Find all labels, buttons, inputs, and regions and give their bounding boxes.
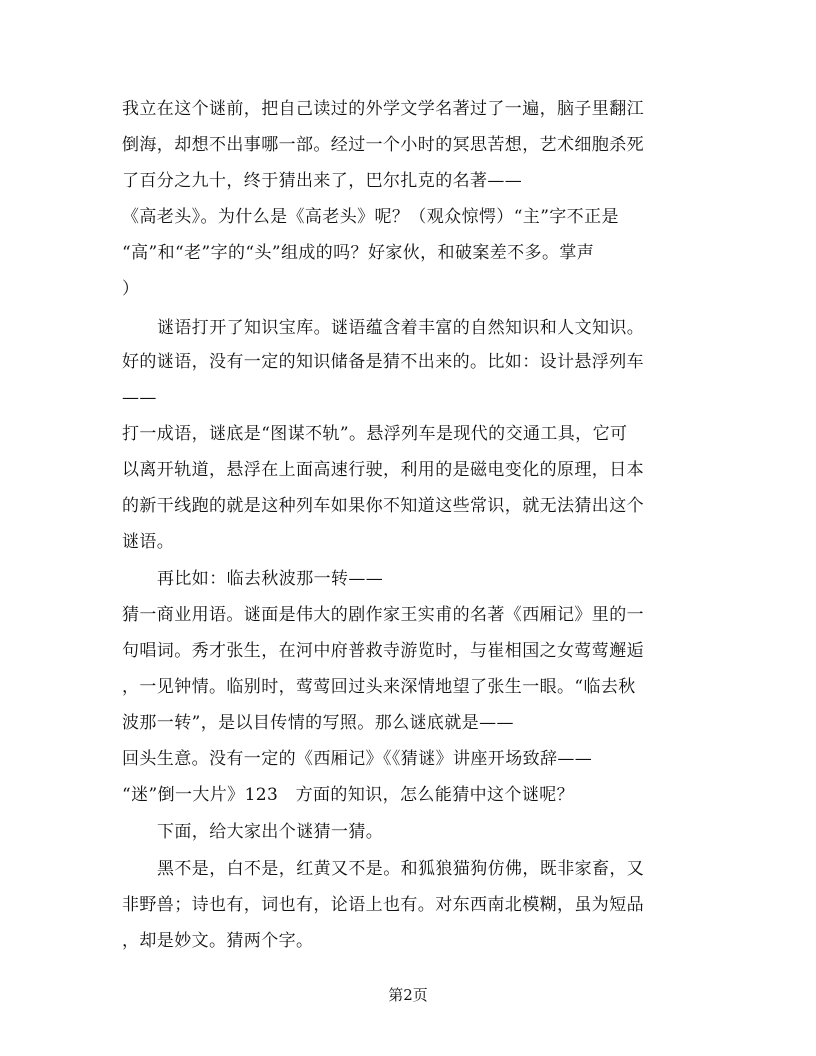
text-line: 倒海，却想不出事哪一部。经过一个小时的冥思苦想，艺术细胞杀死 xyxy=(122,135,644,155)
text-line: 波那一转”，是以目传情的写照。那么谜底就是—— xyxy=(122,713,514,733)
text-line: 的新干线跑的就是这种列车如果你不知道这些常识，就无法猜出这个 xyxy=(122,496,644,516)
text-line: ，却是妙文。猜两个字。 xyxy=(122,931,314,951)
text-line: 以离开轨道，悬浮在上面高速行驶，利用的是磁电变化的原理，日本 xyxy=(122,460,644,480)
text-line: 我立在这个谜前，把自己读过的外学文学名著过了一遍，脑子里翻江 xyxy=(122,99,644,119)
text-line: 非野兽；诗也有，词也有，论语上也有。对东西南北模糊，虽为短品 xyxy=(122,895,644,915)
page-number: 第2页 xyxy=(388,986,428,1004)
text-line: ） xyxy=(122,279,140,299)
text-line: “迷”倒一大片》123 方面的知识，怎么能猜中这个谜呢？ xyxy=(122,785,575,805)
text-line: 打一成语，谜底是“图谋不轨”。悬浮列车是现代的交通工具，它可 xyxy=(122,424,628,444)
text-line: ，一见钟情。临别时，莺莺回过头来深情地望了张生一眼。“临去秋 xyxy=(122,677,636,697)
text-line: “高”和“老”字的“头”组成的吗？好家伙，和破案差不多。掌声 xyxy=(122,243,595,263)
paragraph-start-line: 再比如：临去秋波那一转—— xyxy=(157,569,384,589)
text-line: 句唱词。秀才张生，在河中府普救寺游览时，与崔相国之女莺莺邂逅 xyxy=(122,641,644,661)
paragraph-start-line: 下面，给大家出个谜猜一猜。 xyxy=(157,822,384,842)
text-line: —— xyxy=(122,388,157,408)
text-line: 好的谜语，没有一定的知识储备是猜不出来的。比如：设计悬浮列车 xyxy=(122,352,644,372)
text-line: 谜语。 xyxy=(122,532,175,552)
text-line: 回头生意。没有一定的《西厢记》《《猜谜》讲座开场致辞—— xyxy=(122,749,593,769)
paragraph-start-line: 黑不是，白不是，红黄又不是。和狐狼猫狗仿佛，既非家畜，又 xyxy=(157,859,645,879)
text-line: 猜一商业用语。谜面是伟大的剧作家王实甫的名著《西厢记》里的一 xyxy=(122,605,644,625)
text-line: 了百分之九十，终于猜出来了，巴尔扎克的名著—— xyxy=(122,171,523,191)
paragraph-start-line: 谜语打开了知识宝库。谜语蕴含着丰富的自然知识和人文知识。 xyxy=(157,318,645,338)
text-line: 《高老头》。为什么是《高老头》呢？（观众惊愕）“主”字不正是 xyxy=(122,207,619,227)
